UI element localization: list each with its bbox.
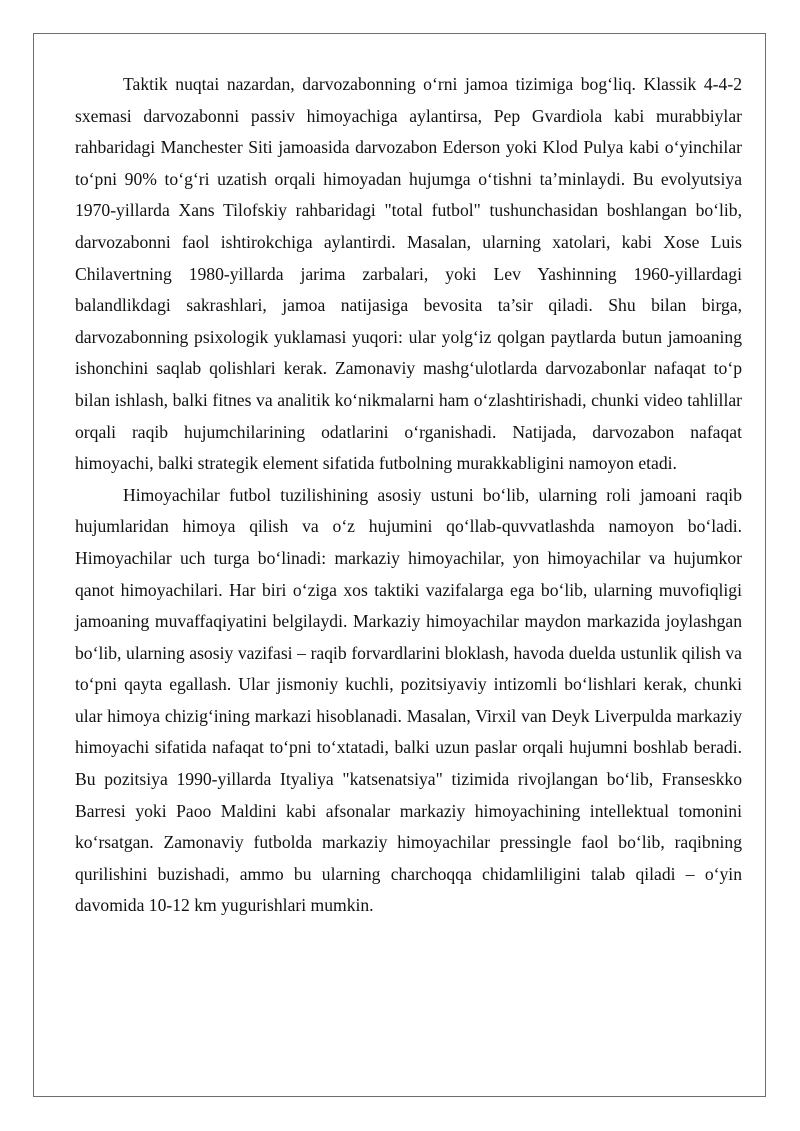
paragraph-goalkeeper-tactics: Taktik nuqtai nazardan, darvozabonning o‘rni jamoa tizimiga bog‘liq. Klassik 4-4-2 sxemasi darvozabonni passiv himoyachiga aylantirsa, Pep Gvardiola kabi murabbiylar rahbaridagi Manchester Siti jamoasida darvozabon Ederson yoki Klod Pulya kabi o‘yinchilar to‘pni 90% to‘g‘ri uzatish orqali himoyadan hujumga o‘tishni ta’minlaydi. Bu evolyutsiya 1970-yillarda Xans Tilofskiy rahbaridagi "total futbol" tushunchasidan boshlangan bo‘lib, darvozabonni faol ishtirokchiga aylantirdi. Masalan, ularning xatolari, kabi Xose Luis Chilavertning 1980-yillarda jarima zarbalari, yoki Lev Yashinning 1960-yillardagi balandlikdagi sakrashlari, jamoa natijasiga bevosita ta’sir qiladi. Shu bilan birga, darvozabonning psixologik yuklamasi yuqori: ular yolg‘iz qolgan paytlarda butun jamoaning ishonchini saqlab qolishlari kerak. Zamonaviy mashg‘ulotlarda darvozabonlar nafaqat to‘p bilan ishlash, balki fitnes va analitik ko‘nikmalarni ham o‘zlashtirishadi, chunki video tahlillar orqali raqib hujumchilarining odatlarini o‘rganishadi. Natijada, darvozabon nafaqat himoyachi, balki strategik element sifatida futbolning murakkabligini namoyon etadi. — [75, 74, 742, 474]
paragraph-defenders: Himoyachilar futbol tuzilishining asosiy ustuni bo‘lib, ularning roli jamoani raqib hujumlaridan himoya qilish va o‘z hujumini qo‘llab-quvvatlashda namoyon bo‘ladi. Himoyachilar uch turga bo‘linadi: markaziy himoyachilar, yon himoyachilar va hujumkor qanot himoyachilari. Har biri o‘ziga xos taktiki vazifalarga ega bo‘lib, ularning muvofiqligi jamoaning muvaffaqiyatini belgilaydi. Markaziy himoyachilar maydon markazida joylashgan bo‘lib, ularning asosiy vazifasi – raqib forvardlarini bloklash, havoda duelda ustunlik qilish va to‘pni qayta egallash. Ular jismoniy kuchli, pozitsiyaviy intizomli bo‘lishlari kerak, chunki ular himoya chizig‘ining markazi hisoblanadi. Masalan, Virxil van Deyk Liverpulda markaziy himoyachi sifatida nafaqat to‘pni to‘xtatadi, balki uzun paslar orqali hujumni boshlab beradi. Bu pozitsiya 1990-yillarda Ityaliya "katsenatsiya" tizimida rivojlangan bo‘lib, Franseskko Barresi yoki Paoo Maldini kabi afsonalar markaziy himoyachining intellektual tomonini ko‘rsatgan. Zamonaviy futbolda markaziy himoyachilar pressingle faol bo‘lib, raqibning qurilishini buzishadi, ammo bu ularning charchoqqa chidamliligini talab qiladi – o‘yin davomida 10-12 km yugurishlari mumkin. — [75, 484, 742, 916]
document-body — [75, 69, 742, 922]
